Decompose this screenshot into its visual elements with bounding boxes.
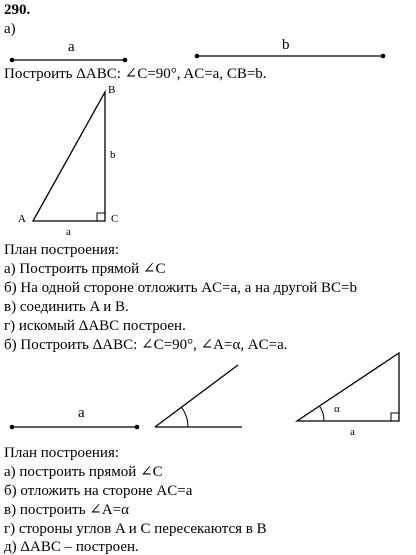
vertex-a-label: A	[18, 213, 26, 225]
side-b-label: b	[110, 149, 116, 161]
part-b-side-label: a	[350, 426, 355, 438]
plan-b-step-3: в) построить ∠A=α	[4, 502, 130, 518]
segment-b-label: b	[282, 37, 290, 53]
plan-a-step-2: б) На одной стороне отложить AC=a, а на другой BC=b	[4, 280, 357, 296]
problem-number: 290.	[4, 2, 31, 18]
vertex-c-label: C	[111, 213, 119, 225]
part-a-label: а)	[4, 21, 16, 37]
plan-a-step-3: в) соединить A и B.	[4, 299, 129, 315]
part-a-task: Построить ΔABC: ∠C=90°, AC=a, CB=b.	[4, 66, 267, 82]
segment-a	[10, 58, 128, 63]
part-b-segment	[10, 425, 140, 430]
plan-b-step-2: б) отложить на стороне AC=a	[4, 483, 193, 499]
segment-b	[195, 54, 386, 59]
part-b-segment-label: a	[78, 405, 85, 421]
plan-b-title: План построения:	[4, 445, 120, 461]
plan-a-step-4: г) искомый ΔABC построен.	[4, 318, 186, 334]
vertex-b-label: B	[108, 84, 116, 96]
plan-a-title: План построения:	[4, 242, 120, 258]
part-b-task: б) Построить ΔABC: ∠C=90°, ∠A=α, AC=a.	[4, 337, 288, 353]
plan-b-step-1: а) построить прямой ∠C	[4, 464, 163, 480]
triangle-b	[297, 353, 399, 421]
plan-b-step-4: г) стороны углов A и C пересекаются в B	[4, 521, 267, 537]
plan-a-step-1: а) Построить прямой ∠C	[4, 261, 166, 277]
side-a-label: a	[66, 226, 71, 238]
angle-alpha	[155, 365, 242, 427]
angle-alpha-label: α	[334, 403, 340, 415]
triangle-abc	[33, 92, 105, 221]
segment-a-label: a	[68, 39, 75, 55]
plan-b-step-5: д) ΔABC – построен.	[4, 539, 139, 555]
